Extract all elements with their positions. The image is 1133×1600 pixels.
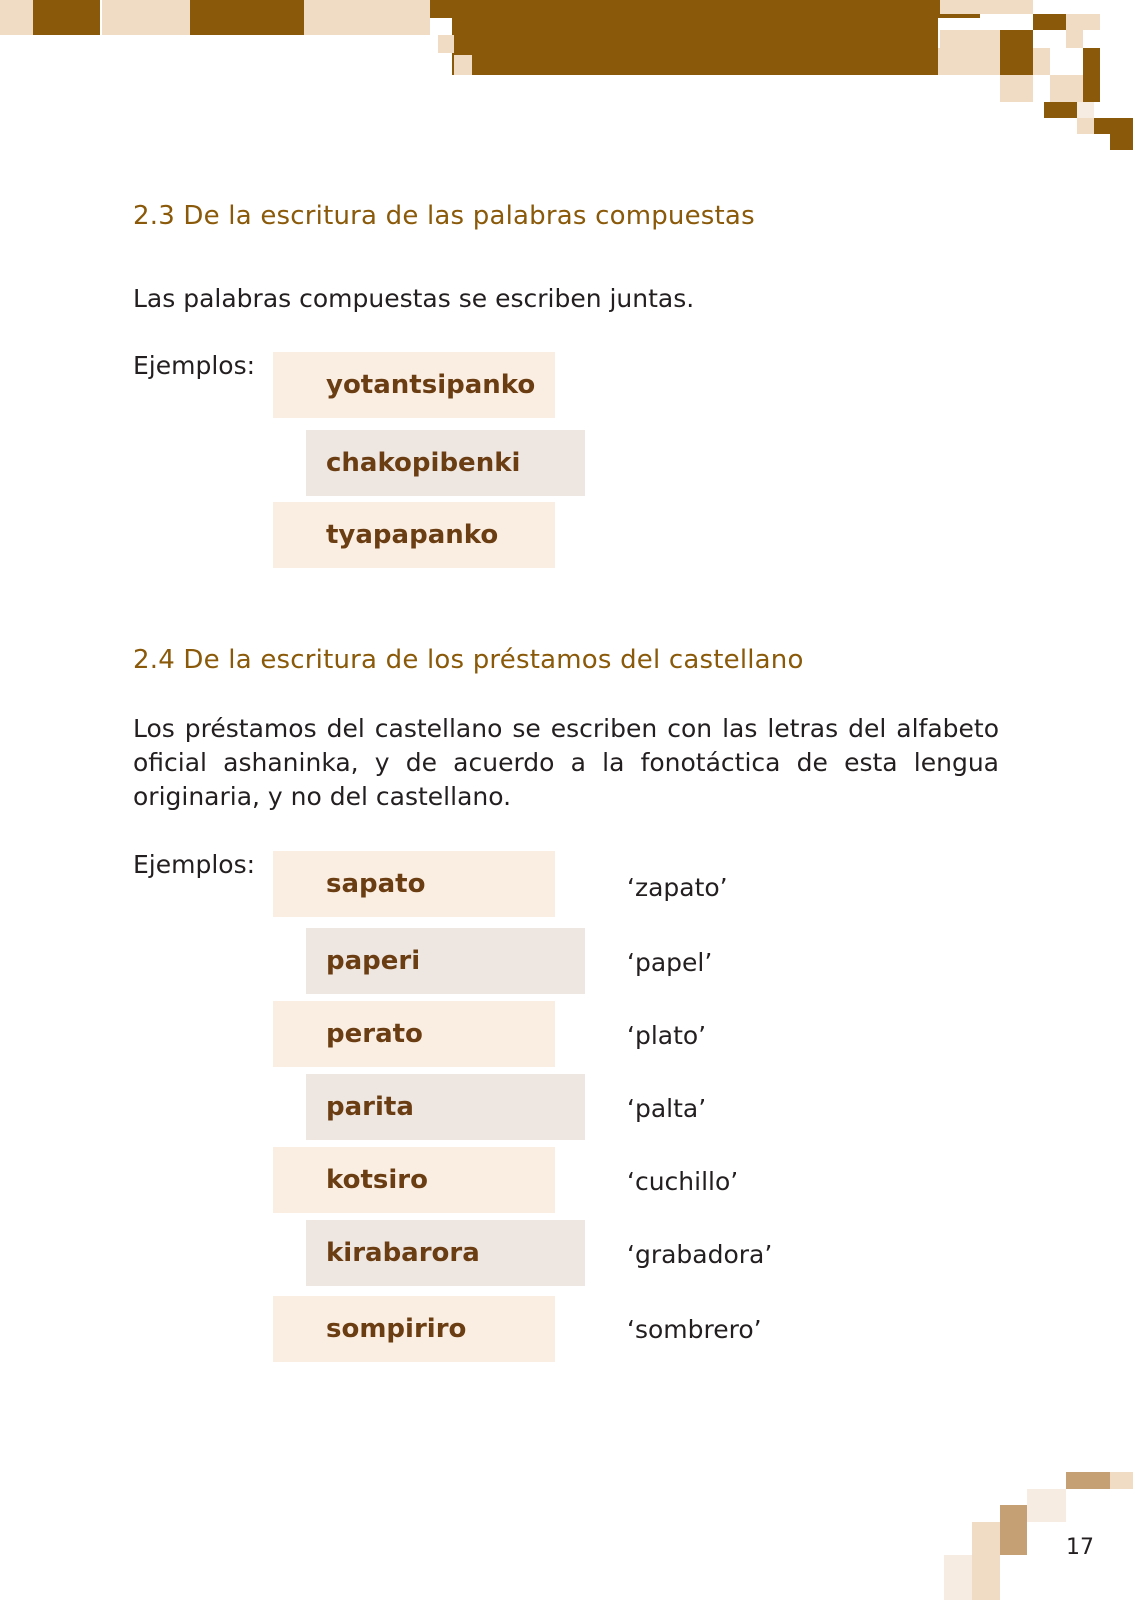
section-24-heading: 2.4 De la escritura de los préstamos del castellano <box>133 645 804 675</box>
examples-label: Ejemplos: <box>133 850 256 879</box>
loanword-gloss: ‘grabadora’ <box>627 1240 773 1269</box>
loanword: parita <box>306 1074 585 1140</box>
loanword-gloss: ‘cuchillo’ <box>627 1167 739 1196</box>
loanword-gloss: ‘sombrero’ <box>627 1315 762 1344</box>
loanword-gloss: ‘plato’ <box>627 1021 707 1050</box>
loanword-gloss: ‘palta’ <box>627 1094 707 1123</box>
loanword: kotsiro <box>273 1147 555 1213</box>
section-23-text: Las palabras compuestas se escriben juntas. <box>133 284 695 313</box>
loanword: sompiriro <box>273 1296 555 1362</box>
loanword: perato <box>273 1001 555 1067</box>
page-number: 17 <box>1066 1535 1094 1560</box>
section-23-heading: 2.3 De la escritura de las palabras compuestas <box>133 201 755 231</box>
example-word: yotantsipanko <box>273 352 555 418</box>
examples-label: Ejemplos: <box>133 351 256 380</box>
loanword: sapato <box>273 851 555 917</box>
section-24-text: Los préstamos del castellano se escriben con las letras del alfabeto oficial ashaninka, y de acuerdo a la fonotáctica de esta lengua originaria, y no del castellano. <box>133 714 999 811</box>
example-word: chakopibenki <box>306 430 585 496</box>
loanword-gloss: ‘zapato’ <box>627 873 728 902</box>
example-word: tyapapanko <box>273 502 555 568</box>
loanword-gloss: ‘papel’ <box>627 948 713 977</box>
loanword: paperi <box>306 928 585 994</box>
loanword: kirabarora <box>306 1220 585 1286</box>
